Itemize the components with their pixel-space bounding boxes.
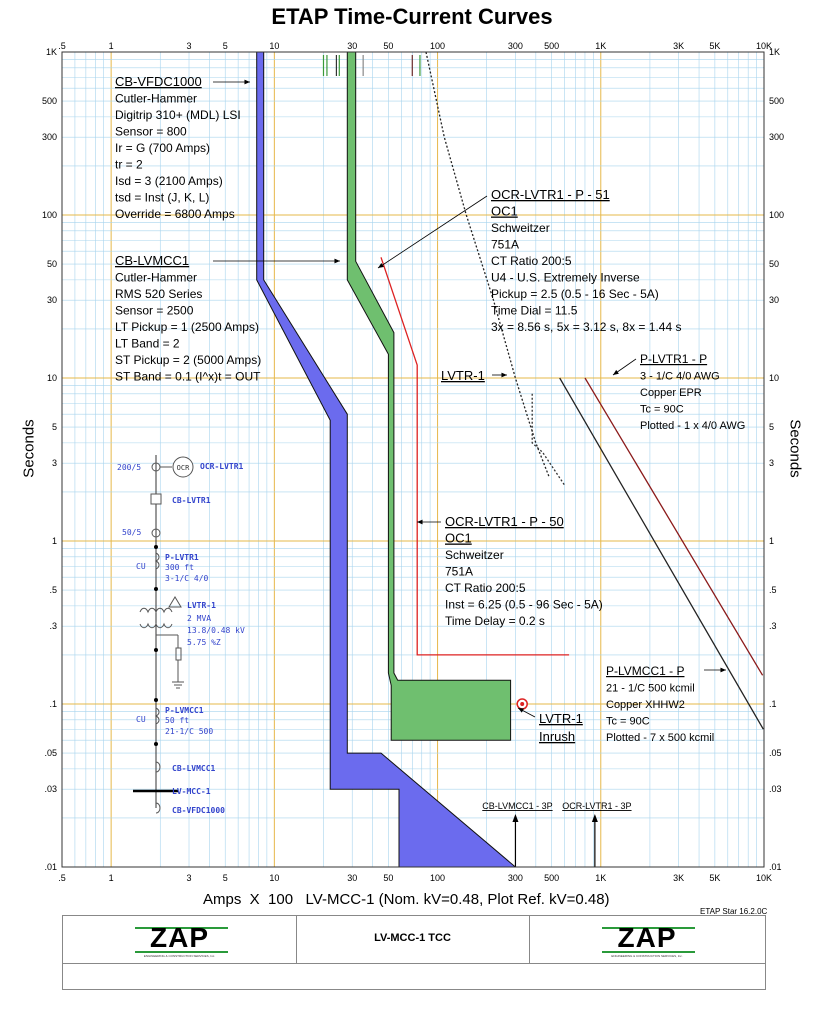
x-tick-label-bottom: 100 (430, 873, 446, 883)
x-tick-label-top: 5 (222, 41, 228, 51)
company-logo (529, 920, 765, 960)
x-tick-label-top: 1K (595, 41, 607, 51)
annotation-line: Time Dial = 11.5 (491, 303, 578, 318)
y-tick-label-right: 5 (769, 422, 775, 433)
y-tick-label-left: 10 (46, 373, 57, 383)
annotation-line: Sensor = 800 (115, 124, 187, 139)
annotation-line: 751A (491, 237, 520, 252)
y-tick-label-left: .05 (44, 748, 57, 759)
cable-size: 21-1/C 500 (165, 727, 214, 736)
leader-arrow (613, 370, 619, 375)
x-tick-label-bottom: 300 (507, 873, 523, 883)
annotation-line: 3x = 8.56 s, 5x = 3.12 s, 8x = 1.44 s (491, 320, 682, 334)
annotation-line: Copper EPR (640, 387, 702, 399)
x-tick-label-top: 100 (430, 41, 446, 51)
tick-labels (42, 41, 784, 883)
breaker-icon (151, 494, 161, 504)
annotation-line: Override = 6800 Amps (115, 207, 235, 221)
x-tick-label-top: 3K (673, 41, 685, 51)
annotation-line: Plotted - 1 x 4/0 AWG (640, 420, 746, 432)
x-tick-label-top: 3 (186, 41, 192, 51)
x-tick-label-top: 300 (507, 41, 523, 51)
y-tick-label-right: 30 (769, 295, 780, 306)
annotation-line: Ir = G (700 Amps) (115, 141, 211, 155)
curves (257, 52, 764, 867)
ct-ratio-label: 200/5 (117, 463, 142, 472)
y-tick-label-left: 100 (41, 210, 57, 220)
x-tick-label-top: 30 (347, 41, 358, 51)
logo-text: ZAP (617, 922, 677, 953)
annotation-title: P-LVTR1 - P (640, 352, 708, 366)
x-tick-label-top: 1 (108, 41, 114, 51)
cable-material: CU (136, 562, 146, 571)
annotation-subtitle: Inrush (539, 729, 576, 744)
x-tick-label-bottom: 5 (222, 873, 228, 883)
annotation-line: U4 - U.S. Extremely Inverse (491, 270, 640, 285)
annotation-line: CT Ratio 200:5 (491, 254, 572, 268)
annotation-line: CT Ratio 200:5 (445, 581, 526, 595)
annotation-line: 751A (445, 564, 474, 579)
y-tick-label-left: 3 (51, 458, 57, 469)
y-tick-label-right: .01 (769, 862, 782, 872)
area-cb-lvmcc1 (347, 52, 510, 740)
annotation-title: LVTR-1 (441, 368, 485, 383)
x-axis-label: Amps X 100 LV-MCC-1 (Nom. kV=0.48, Plot Ref. kV=0.48) (203, 891, 610, 908)
annotation-line: Schweitzer (491, 221, 550, 235)
y-tick-label-left: 500 (41, 96, 57, 107)
y-tick-label-right: 1 (769, 536, 775, 546)
company-logo (63, 920, 296, 960)
annotation-line: tsd = Inst (J, K, L) (115, 190, 210, 205)
annotation-line: Inst = 6.25 (0.5 - 96 Sec - 5A) (445, 597, 603, 612)
x-tick-label-bottom: 3K (673, 873, 685, 883)
transformer-impedance: 5.75 %Z (187, 638, 221, 647)
node-dot (154, 587, 158, 591)
annotation-line: Sensor = 2500 (115, 303, 194, 318)
x-tick-label-bottom: 30 (347, 873, 358, 883)
bus-label: LV-MCC-1 (172, 787, 211, 796)
leader-line (378, 196, 487, 268)
x-tick-label-bottom: 50 (383, 873, 394, 883)
breaker-label: CB-LVTR1 (172, 496, 211, 505)
logo-subtext: ENGINEERING & CONSTRUCTION SERVICES, Inc. (143, 954, 216, 958)
x-tick-label-top: 50 (383, 41, 394, 51)
transformer-voltage: 13.8/0.48 kV (187, 626, 245, 635)
y-tick-label-right: 500 (769, 96, 785, 107)
y-tick-label-left: .03 (44, 784, 57, 795)
y-tick-label-right: 50 (769, 259, 780, 270)
annotation-line: RMS 520 Series (115, 287, 203, 301)
y-tick-label-left: 50 (46, 259, 57, 270)
annotation-title: CB-VFDC1000 (115, 74, 202, 89)
title-block (62, 915, 766, 990)
annotation-line: 21 - 1/C 500 kcmil (606, 682, 695, 695)
logo-text: ZAP (150, 922, 209, 953)
y-tick-label-right: .5 (769, 585, 777, 596)
annotation-title: CB-LVMCC1 (115, 253, 190, 268)
title-cell (296, 916, 530, 963)
breaker-label: CB-VFDC1000 (172, 806, 225, 815)
title-block-bottom-row (63, 963, 765, 990)
x-tick-label-bottom: .5 (58, 873, 66, 883)
logo-cell-right (529, 916, 765, 963)
inrush-marker-dot (520, 702, 524, 706)
annotation-line: Digitrip 310+ (MDL) LSI (115, 108, 241, 122)
annotation-line: ST Pickup = 2 (5000 Amps) (115, 353, 262, 367)
node-dot (154, 648, 158, 652)
area-cb-vfdc1000 (257, 52, 516, 867)
fault-label: CB-LVMCC1 - 3P (482, 801, 553, 811)
annotation-line: Pickup = 2.5 (0.5 - 16 Sec - 5A) (491, 287, 659, 301)
leader-arrow (720, 668, 726, 673)
cable-length: 300 ft (165, 563, 194, 572)
annotation-line: Cutler-Hammer (115, 91, 198, 106)
cable-label: P-LVMCC1 (165, 706, 204, 715)
y-tick-label-right: .3 (769, 621, 777, 632)
version-label: ETAP Star 16.2.0C (700, 907, 768, 916)
annotation-line: Cutler-Hammer (115, 270, 198, 285)
transformer-label: LVTR-1 (187, 601, 216, 610)
relay-label: OCR-LVTR1 (200, 462, 244, 471)
x-tick-label-top: .5 (58, 41, 66, 51)
y-tick-label-right: .1 (769, 699, 777, 709)
cable-length: 50 ft (165, 716, 190, 725)
annotation-line: ST Band = 0.1 (I^x)t = OUT (115, 369, 261, 384)
x-tick-label-bottom: 3 (186, 873, 192, 883)
x-tick-label-bottom: 1K (595, 873, 607, 883)
y-tick-label-right: .05 (769, 748, 782, 759)
annotation-line: Isd = 3 (2100 Amps) (115, 174, 223, 188)
transformer-rating: 2 MVA (187, 614, 212, 623)
logo-subtext: ENGINEERING & CONSTRUCTION SERVICES, Inc. (611, 954, 683, 958)
x-tick-label-bottom: 5K (709, 873, 721, 883)
leader-arrow (501, 373, 507, 378)
x-tick-label-bottom: 500 (544, 873, 560, 883)
annotation-title: OCR-LVTR1 - P - 50 (445, 514, 564, 529)
y-axis-label-left: Seconds (20, 419, 38, 478)
annotation-line: Copper XHHW2 (606, 699, 685, 711)
x-tick-label-bottom: 1 (108, 873, 114, 883)
y-tick-label-left: .01 (44, 862, 57, 872)
annotation-line: Plotted - 7 x 500 kcmil (606, 732, 715, 744)
y-tick-label-left: .3 (49, 621, 57, 632)
x-tick-label-bottom: 10 (269, 873, 280, 883)
annotation-line: Time Delay = 0.2 s (445, 614, 545, 628)
y-tick-label-left: 1 (51, 536, 57, 546)
y-tick-label-right: 1K (769, 47, 781, 57)
cable-label: P-LVTR1 (165, 553, 199, 562)
x-tick-label-top: 10 (269, 41, 280, 51)
annotation-line: Tc = 90C (606, 715, 650, 728)
breaker-icon (156, 803, 160, 813)
y-tick-label-right: 300 (769, 132, 785, 143)
y-tick-label-left: .1 (49, 699, 57, 709)
node-dot (154, 698, 158, 702)
cable-size: 3-1/C 4/0 (165, 574, 209, 583)
leader-arrow (334, 259, 340, 264)
node-dot (154, 742, 158, 746)
delta-icon (169, 597, 181, 607)
annotation-title: P-LVMCC1 - P (606, 664, 685, 678)
annotation-subtitle: OC1 (491, 203, 518, 219)
annotation-line: LT Band = 2 (115, 336, 180, 351)
y-axis-label-right: Seconds (786, 419, 804, 478)
annotation-line: Schweitzer (445, 548, 504, 562)
y-tick-label-right: .03 (769, 784, 782, 795)
breaker-label: CB-LVMCC1 (172, 764, 216, 773)
node-dot (154, 545, 158, 549)
x-tick-label-top: 5K (709, 41, 721, 51)
annotation-line: 3 - 1/C 4/0 AWG (640, 370, 720, 383)
y-tick-label-right: 10 (769, 373, 780, 383)
y-tick-label-left: 300 (41, 132, 57, 143)
x-tick-label-top: 500 (544, 41, 560, 51)
y-tick-label-right: 100 (769, 210, 785, 220)
y-tick-label-left: 30 (46, 295, 57, 306)
ground-resistor (176, 648, 181, 660)
annotation-title: OCR-LVTR1 - P - 51 (491, 187, 610, 202)
chart-title: ETAP Time-Current Curves (271, 4, 553, 29)
annotation-line: LT Pickup = 1 (2500 Amps) (115, 320, 259, 334)
annotation-line: tr = 2 (115, 157, 143, 172)
one-line-diagram (117, 455, 245, 815)
y-tick-label-left: 5 (51, 422, 57, 433)
logo-cell-left (63, 916, 297, 963)
y-tick-label-left: 1K (45, 47, 57, 57)
ct-ratio-label: 50/5 (122, 528, 142, 537)
y-tick-label-right: 3 (769, 458, 775, 469)
breaker-icon (156, 762, 160, 772)
y-tick-label-left: .5 (49, 585, 57, 596)
fault-label: OCR-LVTR1 - 3P (562, 801, 632, 811)
x-tick-label-bottom: 10K (755, 873, 773, 883)
curve-lvtr-1 (532, 394, 564, 485)
tcc-title: LV-MCC-1 TCC (374, 932, 451, 944)
x-tick-label-top: 10K (755, 41, 773, 51)
annotation-title: LVTR-1 (539, 711, 583, 726)
annotation-subtitle: OC1 (445, 530, 472, 546)
cable-material: CU (136, 715, 146, 724)
annotation-line: Tc = 90C (640, 403, 684, 416)
relay-icon-label: OCR (176, 464, 190, 472)
